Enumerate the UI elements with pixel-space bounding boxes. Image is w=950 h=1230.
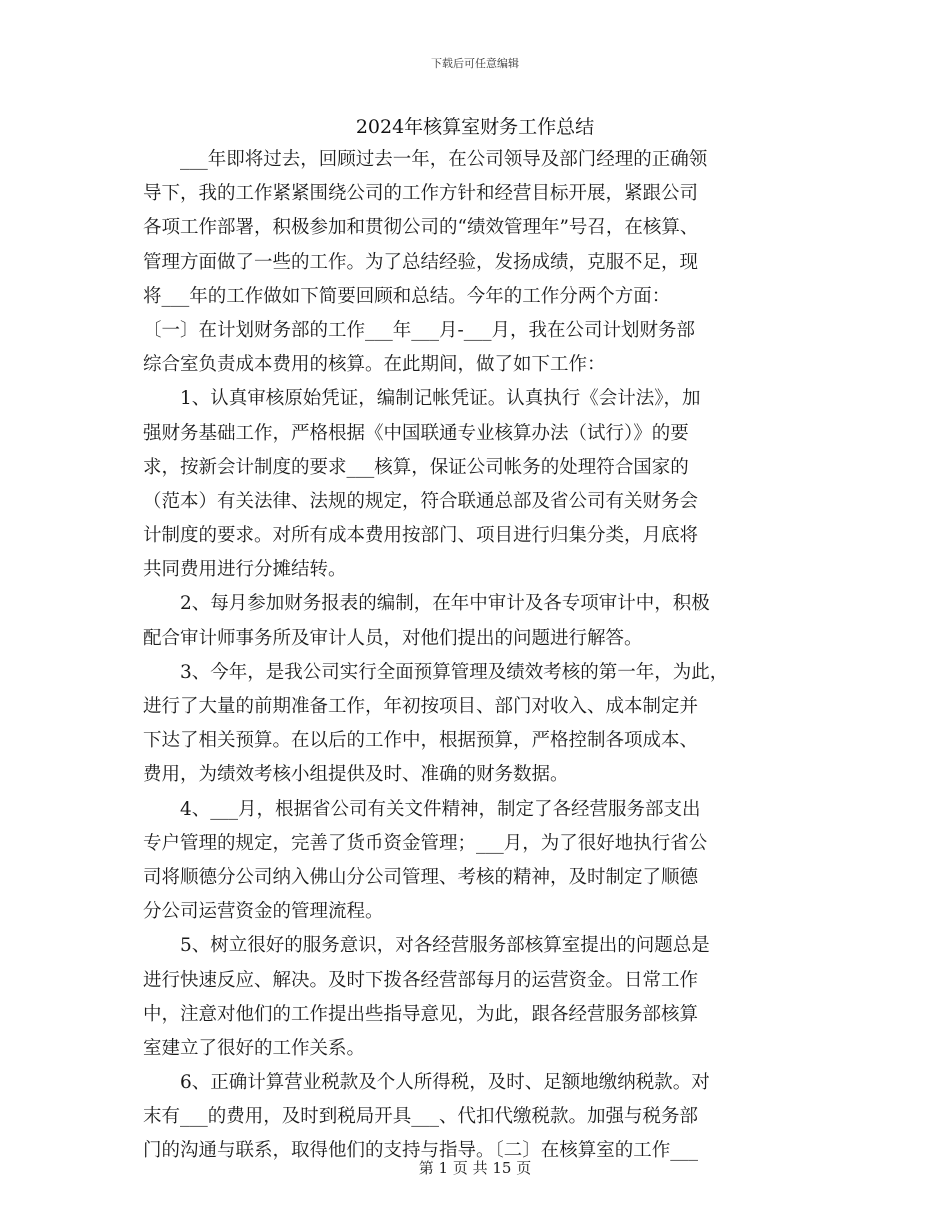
page-number: 第 1 页 共 15 页	[418, 1159, 532, 1177]
paragraph-line: 3、今年，是我公司实行全面预算管理及绩效考核的第一年，为此，	[180, 661, 729, 683]
paragraph-line: 费用，为绩效考核小组提供及时、准确的财务数据。	[143, 764, 569, 786]
paragraph-line: 门的沟通与联系，取得他们的支持与指导。〔二〕在核算室的工作___	[143, 1140, 699, 1162]
paragraph-line: 专户管理的规定，完善了货币资金管理；___月，为了很好地执行省公	[143, 832, 708, 854]
paragraph-line: 分公司运营资金的管理流程。	[143, 901, 384, 923]
paragraph-line: （范本）有关法律、法规的规定，符合联通总部及省公司有关财务会	[143, 490, 699, 512]
paragraph-line: 各项工作部署，积极参加和贯彻公司的“绩效管理年”号召，在核算、	[143, 217, 699, 239]
paragraph-line: 司将顺德分公司纳入佛山分公司管理、考核的精神，及时制定了顺德	[143, 866, 699, 888]
paragraph-line: 综合室负责成本费用的核算。在此期间，做了如下工作：	[143, 354, 606, 376]
paragraph-line: 进行了大量的前期准备工作，年初按项目、部门对收入、成本制定并	[143, 696, 699, 717]
paragraph-line: 4、___月，根据省公司有关文件精神，制定了各经营服务部支出	[180, 798, 701, 820]
paragraph-line: 求，按新会计制度的要求___核算，保证公司帐务的处理符合国家的	[143, 456, 689, 478]
paragraph-line: 6、正确计算营业税款及个人所得税，及时、足额地缴纳税款。对	[180, 1072, 710, 1094]
paragraph-line: 导下，我的工作紧紧围绕公司的工作方针和经营目标开展，紧跟公司	[143, 183, 699, 205]
paragraph-line: 将___年的工作做如下简要回顾和总结。今年的工作分两个方面：	[143, 285, 671, 307]
document-body	[143, 143, 815, 1169]
paragraph-line: ___年即将过去，回顾过去一年，在公司领导及部门经理的正确领	[180, 149, 708, 170]
paragraph-line: 进行快速反应、解决。及时下拨各经营部每月的运营资金。日常工作	[143, 969, 699, 991]
paragraph-line: 末有___的费用，及时到税局开具___、代扣代缴税款。加强与税务部	[143, 1106, 699, 1128]
paragraph-line: 〔一〕在计划财务部的工作___年___月-___月，我在公司计划财务部	[143, 319, 696, 341]
paragraph-line: 共同费用进行分摊结转。	[143, 559, 347, 581]
paragraph-line: 中，注意对他们的工作提出些指导意见，为此，跟各经营服务部核算	[143, 1003, 699, 1025]
paragraph-line: 2、每月参加财务报表的编制，在年中审计及各专项审计中，积极	[180, 593, 710, 615]
paragraph-line: 下达了相关预算。在以后的工作中，根据预算，严格控制各项成本、	[143, 730, 699, 752]
document-title: 2024年核算室财务工作总结	[355, 116, 595, 138]
paragraph-line: 配合审计师事务所及审计人员，对他们提出的问题进行解答。	[143, 627, 643, 649]
header-note: 下载后可任意编辑	[431, 57, 519, 70]
paragraph-line: 5、树立很好的服务意识，对各经营服务部核算室提出的问题总是	[180, 935, 710, 957]
paragraph-line: 管理方面做了一些的工作。为了总结经验，发扬成绩，克服不足，现	[143, 251, 699, 273]
paragraph-line: 计制度的要求。对所有成本费用按部门、项目进行归集分类，月底将	[143, 525, 699, 547]
paragraph-line: 1、认真审核原始凭证，编制记帐凭证。认真执行《会计法》，加	[180, 388, 701, 410]
paragraph-line: 室建立了很好的工作关系。	[143, 1037, 366, 1059]
paragraph-line: 强财务基础工作，严格根据《中国联通专业核算办法（试行）》的要	[143, 422, 689, 444]
